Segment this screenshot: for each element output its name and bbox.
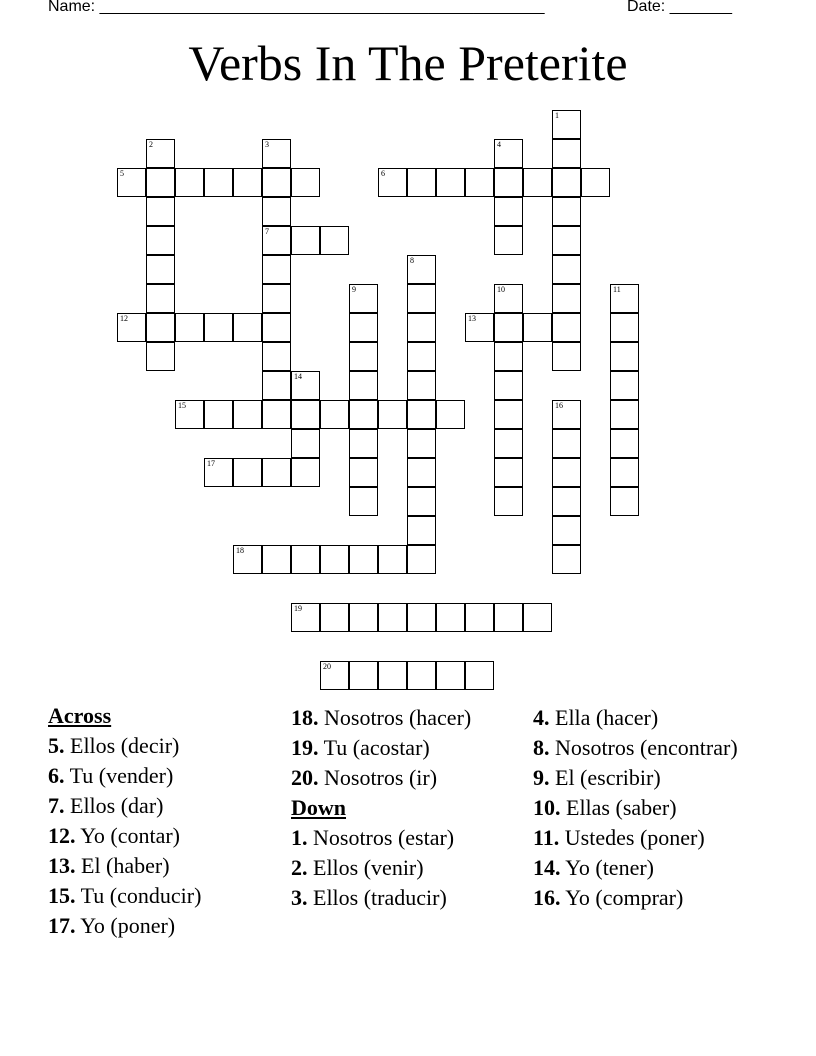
clue-across: 20. Nosotros (ir): [291, 765, 438, 790]
grid-cell[interactable]: [204, 400, 233, 429]
grid-cell[interactable]: [610, 487, 639, 516]
grid-cell[interactable]: [349, 371, 378, 400]
clue-across: 12. Yo (contar): [48, 823, 180, 848]
grid-cell[interactable]: [494, 487, 523, 516]
clue-down: 8. Nosotros (encontrar): [533, 735, 738, 760]
grid-cell[interactable]: [523, 313, 552, 342]
grid-cell[interactable]: [291, 603, 320, 632]
grid-cell[interactable]: [146, 197, 175, 226]
grid-cell[interactable]: [146, 139, 175, 168]
clue-number: 15: [178, 401, 186, 410]
clue-across: 6. Tu (vender): [48, 763, 174, 788]
clue-number: 6: [381, 169, 385, 178]
grid-cell[interactable]: [407, 400, 436, 429]
grid-cell[interactable]: [262, 139, 291, 168]
grid-cell[interactable]: [262, 197, 291, 226]
clue-number: 3: [265, 140, 269, 149]
grid-cell[interactable]: [349, 545, 378, 574]
grid-cell[interactable]: [262, 371, 291, 400]
grid-cell[interactable]: [262, 342, 291, 371]
grid-cell[interactable]: [494, 168, 523, 197]
grid-cell[interactable]: [494, 458, 523, 487]
grid-cell[interactable]: [436, 400, 465, 429]
date-field: [627, 0, 732, 17]
grid-cell[interactable]: [204, 313, 233, 342]
grid-cell[interactable]: [523, 168, 552, 197]
clue-number: 20: [323, 662, 331, 671]
grid-cell[interactable]: [349, 313, 378, 342]
grid-cell[interactable]: [320, 400, 349, 429]
clue-across: 18. Nosotros (hacer): [291, 705, 472, 730]
name-label: Name:: [48, 0, 96, 15]
clue-across: 5. Ellos (decir): [48, 733, 180, 758]
grid-cell[interactable]: [291, 458, 320, 487]
clue-number: 8: [410, 256, 414, 265]
grid-cell[interactable]: [494, 429, 523, 458]
grid-cell[interactable]: [407, 516, 436, 545]
clue-number: 19: [294, 604, 302, 613]
grid-cell[interactable]: [117, 313, 146, 342]
name-line: __________________________________________________: [99, 0, 545, 15]
clue-down: 4. Ella (hacer): [533, 705, 659, 730]
clues-column-2: [291, 705, 526, 915]
clue-down: 3. Ellos (traducir): [291, 885, 447, 910]
clue-across: 17. Yo (poner): [48, 913, 176, 938]
grid-cell[interactable]: [262, 284, 291, 313]
grid-cell[interactable]: [233, 313, 262, 342]
clue-number: 16: [555, 401, 563, 410]
grid-cell[interactable]: [610, 342, 639, 371]
grid-cell[interactable]: [320, 545, 349, 574]
grid-cell[interactable]: [407, 313, 436, 342]
clue-number: 10: [497, 285, 505, 294]
grid-cell[interactable]: [291, 545, 320, 574]
grid-cell[interactable]: [407, 661, 436, 690]
grid-cell[interactable]: [436, 168, 465, 197]
grid-cell[interactable]: [436, 603, 465, 632]
grid-cell[interactable]: [465, 313, 494, 342]
date-label: Date:: [627, 0, 666, 15]
grid-cell[interactable]: [552, 516, 581, 545]
grid-cell[interactable]: [291, 400, 320, 429]
clue-number: 4: [497, 140, 501, 149]
grid-cell[interactable]: [465, 603, 494, 632]
grid-cell[interactable]: [233, 400, 262, 429]
date-line: _______: [669, 0, 732, 15]
grid-cell[interactable]: [262, 255, 291, 284]
grid-cell[interactable]: [552, 255, 581, 284]
clue-number: 1: [555, 111, 559, 120]
clue-down: 10. Ellas (saber): [533, 795, 677, 820]
clue-down: 9. El (escribir): [533, 765, 661, 790]
grid-cell[interactable]: [233, 545, 262, 574]
grid-cell[interactable]: [262, 226, 291, 255]
grid-cell[interactable]: [146, 226, 175, 255]
grid-cell[interactable]: [291, 226, 320, 255]
clues-column-1: [48, 703, 283, 943]
grid-cell[interactable]: [494, 371, 523, 400]
grid-cell[interactable]: [552, 168, 581, 197]
grid-cell[interactable]: [465, 661, 494, 690]
grid-cell[interactable]: [378, 400, 407, 429]
grid-cell[interactable]: [146, 313, 175, 342]
grid-cell[interactable]: [378, 168, 407, 197]
grid-cell[interactable]: [291, 168, 320, 197]
grid-cell[interactable]: [407, 168, 436, 197]
grid-cell[interactable]: [407, 429, 436, 458]
grid-cell[interactable]: [349, 284, 378, 313]
grid-cell[interactable]: [552, 313, 581, 342]
grid-cell[interactable]: [349, 603, 378, 632]
grid-cell[interactable]: [407, 342, 436, 371]
clues-column-3: [533, 705, 768, 915]
grid-cell[interactable]: [407, 371, 436, 400]
grid-cell[interactable]: [610, 284, 639, 313]
grid-cell[interactable]: [175, 168, 204, 197]
page-title: Verbs In The Preterite: [188, 35, 628, 91]
grid-cell[interactable]: [610, 400, 639, 429]
grid-cell[interactable]: [262, 400, 291, 429]
clue-number: 18: [236, 546, 244, 555]
grid-cell[interactable]: [407, 487, 436, 516]
grid-cell[interactable]: [349, 487, 378, 516]
grid-cell[interactable]: [175, 400, 204, 429]
grid-cell[interactable]: [146, 284, 175, 313]
grid-cell[interactable]: [552, 545, 581, 574]
grid-cell[interactable]: [146, 342, 175, 371]
grid-cell[interactable]: [349, 458, 378, 487]
grid-cell[interactable]: [552, 110, 581, 139]
grid-cell[interactable]: [233, 168, 262, 197]
grid-cell[interactable]: [494, 603, 523, 632]
down-heading: Down: [291, 795, 347, 820]
grid-cell[interactable]: [204, 168, 233, 197]
grid-cell[interactable]: [291, 429, 320, 458]
grid-cell[interactable]: [233, 458, 262, 487]
grid-cell[interactable]: [262, 313, 291, 342]
grid-cell[interactable]: [407, 284, 436, 313]
grid-cell[interactable]: [378, 545, 407, 574]
grid-cell[interactable]: [494, 197, 523, 226]
grid-cell[interactable]: [262, 458, 291, 487]
grid-cell[interactable]: [494, 313, 523, 342]
grid-cell[interactable]: [117, 168, 146, 197]
clue-across: 13. El (haber): [48, 853, 170, 878]
grid-cell[interactable]: [291, 371, 320, 400]
clue-number: 9: [352, 285, 356, 294]
grid-cell[interactable]: [146, 168, 175, 197]
grid-cell[interactable]: [523, 603, 552, 632]
grid-cell[interactable]: [610, 371, 639, 400]
clue-number: 7: [265, 227, 269, 236]
grid-cell[interactable]: [378, 603, 407, 632]
grid-cell[interactable]: [349, 400, 378, 429]
grid-cell[interactable]: [494, 226, 523, 255]
grid-cell[interactable]: [610, 429, 639, 458]
grid-cell[interactable]: [552, 139, 581, 168]
clue-across: 15. Tu (conducir): [48, 883, 202, 908]
clue-down: 14. Yo (tener): [533, 855, 654, 880]
across-heading: Across: [48, 703, 112, 728]
grid-cell[interactable]: [320, 661, 349, 690]
name-field: [48, 0, 545, 17]
grid-cell[interactable]: [204, 458, 233, 487]
clue-number: 2: [149, 140, 153, 149]
grid-cell[interactable]: [552, 429, 581, 458]
clue-number: 12: [120, 314, 128, 323]
grid-cell[interactable]: [349, 342, 378, 371]
grid-cell[interactable]: [581, 168, 610, 197]
grid-cell[interactable]: [378, 661, 407, 690]
grid-cell[interactable]: [552, 487, 581, 516]
grid-cell[interactable]: [407, 545, 436, 574]
grid-cell[interactable]: [552, 342, 581, 371]
clue-across: 7. Ellos (dar): [48, 793, 164, 818]
grid-cell[interactable]: [610, 458, 639, 487]
clue-across: 19. Tu (acostar): [291, 735, 430, 760]
grid-cell[interactable]: [552, 400, 581, 429]
grid-cell[interactable]: [407, 458, 436, 487]
grid-cell[interactable]: [407, 255, 436, 284]
grid-cell[interactable]: [262, 168, 291, 197]
clue-number: 11: [613, 285, 621, 294]
grid-cell[interactable]: [610, 313, 639, 342]
clue-number: 5: [120, 169, 124, 178]
grid-cell[interactable]: [552, 284, 581, 313]
clue-down: 1. Nosotros (estar): [291, 825, 455, 850]
grid-cell[interactable]: [465, 168, 494, 197]
grid-cell[interactable]: [494, 342, 523, 371]
grid-cell[interactable]: [320, 226, 349, 255]
clue-down: 11. Ustedes (poner): [533, 825, 705, 850]
grid-cell[interactable]: [175, 313, 204, 342]
grid-cell[interactable]: [552, 458, 581, 487]
clue-down: 16. Yo (comprar): [533, 885, 684, 910]
grid-cell[interactable]: [262, 545, 291, 574]
grid-cell[interactable]: [494, 139, 523, 168]
grid-cell[interactable]: [494, 400, 523, 429]
grid-cell[interactable]: [349, 661, 378, 690]
grid-cell[interactable]: [436, 661, 465, 690]
grid-cell[interactable]: [552, 197, 581, 226]
grid-cell[interactable]: [320, 603, 349, 632]
grid-cell[interactable]: [349, 429, 378, 458]
clue-number: 13: [468, 314, 476, 323]
clue-number: 14: [294, 372, 302, 381]
grid-cell[interactable]: [146, 255, 175, 284]
clue-down: 2. Ellos (venir): [291, 855, 424, 880]
grid-cell[interactable]: [552, 226, 581, 255]
grid-cell[interactable]: [407, 603, 436, 632]
grid-cell[interactable]: [494, 284, 523, 313]
clue-number: 17: [207, 459, 215, 468]
